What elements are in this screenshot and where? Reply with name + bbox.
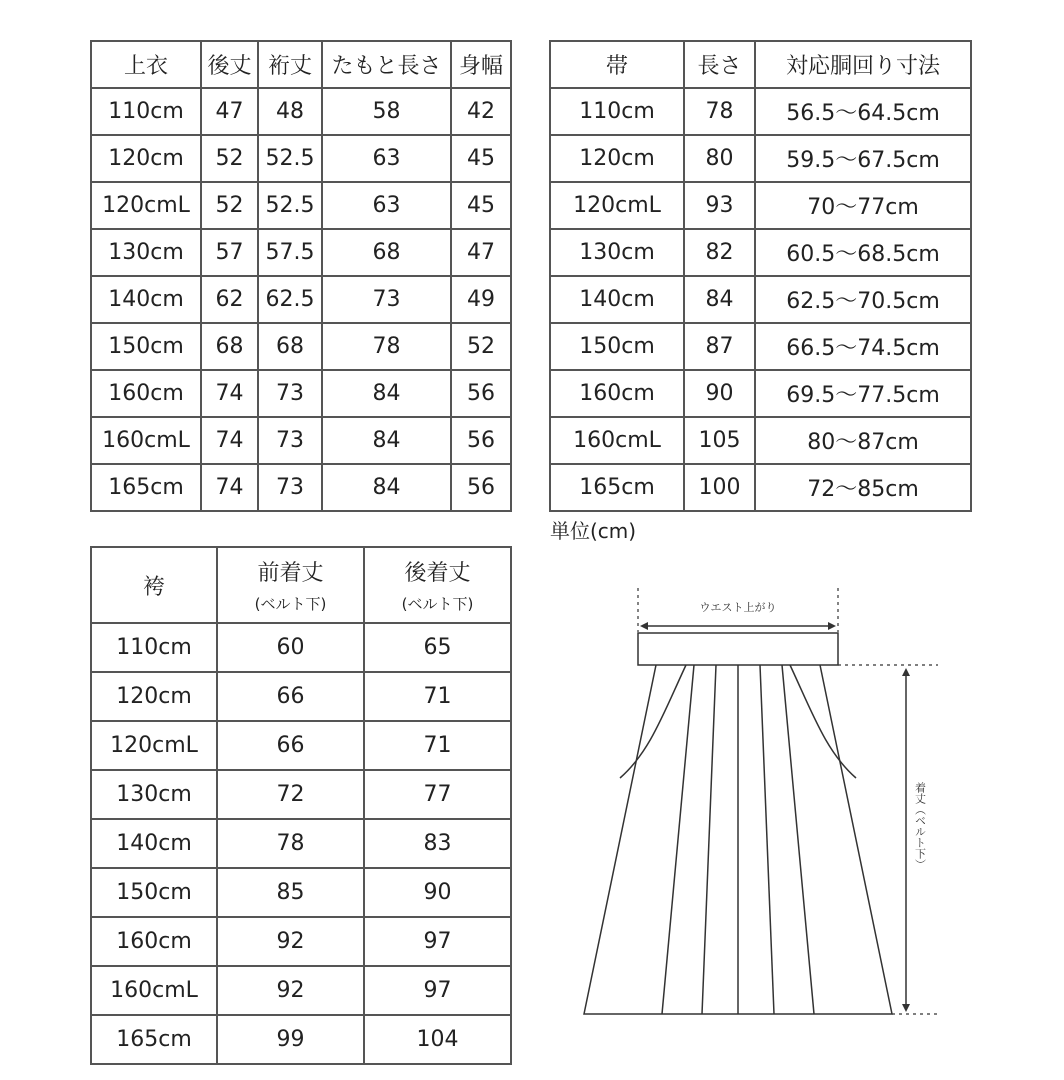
header-back-sub: (ベルト下) xyxy=(401,595,474,613)
value-cell: 78 xyxy=(322,323,451,370)
hakama-body xyxy=(584,633,892,1014)
table-row xyxy=(91,868,511,917)
table-header-row xyxy=(91,41,511,88)
waist-arrow-right-head xyxy=(828,622,836,630)
table-row xyxy=(550,417,971,464)
size-cell: 150cm xyxy=(550,323,684,370)
header-back-length: 後丈 xyxy=(201,41,258,88)
value-cell: 74 xyxy=(201,417,258,464)
obi-size-table xyxy=(549,40,972,512)
value-cell: 56 xyxy=(451,464,511,511)
value-cell: 48 xyxy=(258,88,322,135)
size-cell: 165cm xyxy=(91,464,201,511)
value-cell: 90 xyxy=(684,370,755,417)
value-cell: 68 xyxy=(322,229,451,276)
waist-arrow-left-head xyxy=(640,622,648,630)
value-cell: 45 xyxy=(451,135,511,182)
table-row xyxy=(550,464,971,511)
length-arrow-bottom-head xyxy=(902,1004,910,1012)
value-cell: 71 xyxy=(364,672,511,721)
header-back-length xyxy=(364,547,511,623)
table-row xyxy=(91,917,511,966)
value-cell: 97 xyxy=(364,966,511,1015)
value-cell: 85 xyxy=(217,868,364,917)
pleat-line xyxy=(782,665,814,1014)
value-cell: 73 xyxy=(258,370,322,417)
value-cell: 68 xyxy=(201,323,258,370)
size-cell: 130cm xyxy=(91,770,217,819)
size-cell: 110cm xyxy=(91,623,217,672)
value-cell: 52 xyxy=(201,182,258,229)
value-cell: 80〜87cm xyxy=(755,417,971,464)
value-cell: 66 xyxy=(217,672,364,721)
size-cell: 140cm xyxy=(550,276,684,323)
value-cell: 105 xyxy=(684,417,755,464)
value-cell: 92 xyxy=(217,917,364,966)
value-cell: 52 xyxy=(451,323,511,370)
table-row xyxy=(550,323,971,370)
size-cell: 160cmL xyxy=(550,417,684,464)
value-cell: 73 xyxy=(322,276,451,323)
header-jacket: 上衣 xyxy=(91,41,201,88)
table-row xyxy=(91,1015,511,1064)
table-row xyxy=(91,464,511,511)
value-cell: 59.5〜67.5cm xyxy=(755,135,971,182)
value-cell: 68 xyxy=(258,323,322,370)
value-cell: 58 xyxy=(322,88,451,135)
value-cell: 66.5〜74.5cm xyxy=(755,323,971,370)
length-label: 着丈（ベルト下） xyxy=(913,782,927,870)
unit-label: 単位(cm) xyxy=(550,519,637,543)
value-cell: 90 xyxy=(364,868,511,917)
pleat-line xyxy=(702,665,716,1014)
value-cell: 84 xyxy=(322,464,451,511)
value-cell: 104 xyxy=(364,1015,511,1064)
table-row xyxy=(91,182,511,229)
header-sleeve-pocket-length: たもと長さ xyxy=(322,41,451,88)
size-cell: 160cmL xyxy=(91,417,201,464)
value-cell: 78 xyxy=(684,88,755,135)
value-cell: 82 xyxy=(684,229,755,276)
value-cell: 97 xyxy=(364,917,511,966)
value-cell: 66 xyxy=(217,721,364,770)
hakama-diagram xyxy=(560,570,960,1030)
size-cell: 120cmL xyxy=(91,182,201,229)
value-cell: 84 xyxy=(684,276,755,323)
table-row xyxy=(91,88,511,135)
table-header-row xyxy=(550,41,971,88)
value-cell: 47 xyxy=(201,88,258,135)
size-cell: 165cm xyxy=(550,464,684,511)
value-cell: 62.5 xyxy=(258,276,322,323)
waist-label: ウエスト上がり xyxy=(699,601,777,614)
size-cell: 130cm xyxy=(91,229,201,276)
value-cell: 56.5〜64.5cm xyxy=(755,88,971,135)
value-cell: 78 xyxy=(217,819,364,868)
table-header-row xyxy=(91,547,511,623)
table-row xyxy=(91,721,511,770)
waistband xyxy=(638,633,838,665)
value-cell: 52.5 xyxy=(258,182,322,229)
value-cell: 99 xyxy=(217,1015,364,1064)
header-obi: 帯 xyxy=(550,41,684,88)
table-row xyxy=(91,370,511,417)
value-cell: 63 xyxy=(322,182,451,229)
value-cell: 73 xyxy=(258,417,322,464)
size-cell: 110cm xyxy=(550,88,684,135)
size-cell: 120cmL xyxy=(91,721,217,770)
header-sleeve-length: 裄丈 xyxy=(258,41,322,88)
value-cell: 60 xyxy=(217,623,364,672)
header-hakama: 袴 xyxy=(91,547,217,623)
value-cell: 92 xyxy=(217,966,364,1015)
table-row xyxy=(550,276,971,323)
value-cell: 63 xyxy=(322,135,451,182)
value-cell: 84 xyxy=(322,417,451,464)
value-cell: 87 xyxy=(684,323,755,370)
header-front-sub: (ベルト下) xyxy=(254,595,327,613)
header-back-label: 後着丈 xyxy=(404,561,471,586)
table-row xyxy=(91,966,511,1015)
hakama-size-table xyxy=(90,546,512,1065)
value-cell: 57 xyxy=(201,229,258,276)
table-row xyxy=(91,623,511,672)
value-cell: 45 xyxy=(451,182,511,229)
value-cell: 71 xyxy=(364,721,511,770)
value-cell: 49 xyxy=(451,276,511,323)
pleat-line xyxy=(760,665,774,1014)
size-cell: 120cmL xyxy=(550,182,684,229)
size-cell: 160cmL xyxy=(91,966,217,1015)
length-arrow-top-head xyxy=(902,668,910,676)
value-cell: 74 xyxy=(201,464,258,511)
size-cell: 120cm xyxy=(91,135,201,182)
table-row xyxy=(550,135,971,182)
size-cell: 110cm xyxy=(91,88,201,135)
value-cell: 57.5 xyxy=(258,229,322,276)
table-row xyxy=(91,276,511,323)
header-front-label: 前着丈 xyxy=(257,561,324,586)
value-cell: 84 xyxy=(322,370,451,417)
size-cell: 130cm xyxy=(550,229,684,276)
size-cell: 150cm xyxy=(91,323,201,370)
value-cell: 56 xyxy=(451,417,511,464)
value-cell: 52 xyxy=(201,135,258,182)
value-cell: 77 xyxy=(364,770,511,819)
header-waist-range: 対応胴回り寸法 xyxy=(755,41,971,88)
value-cell: 52.5 xyxy=(258,135,322,182)
value-cell: 42 xyxy=(451,88,511,135)
table-row xyxy=(550,229,971,276)
jacket-size-table xyxy=(90,40,512,512)
size-cell: 140cm xyxy=(91,819,217,868)
pleat-line xyxy=(662,665,694,1014)
table-row xyxy=(91,135,511,182)
value-cell: 74 xyxy=(201,370,258,417)
size-cell: 160cm xyxy=(91,917,217,966)
table-row xyxy=(91,819,511,868)
table-row xyxy=(91,672,511,721)
table-row xyxy=(91,770,511,819)
value-cell: 72 xyxy=(217,770,364,819)
value-cell: 69.5〜77.5cm xyxy=(755,370,971,417)
size-cell: 150cm xyxy=(91,868,217,917)
table-row xyxy=(91,229,511,276)
table-row xyxy=(91,323,511,370)
value-cell: 93 xyxy=(684,182,755,229)
header-body-width: 身幅 xyxy=(451,41,511,88)
value-cell: 65 xyxy=(364,623,511,672)
size-cell: 160cm xyxy=(91,370,201,417)
value-cell: 70〜77cm xyxy=(755,182,971,229)
size-cell: 165cm xyxy=(91,1015,217,1064)
table-row xyxy=(550,370,971,417)
value-cell: 62.5〜70.5cm xyxy=(755,276,971,323)
table-row xyxy=(550,182,971,229)
value-cell: 72〜85cm xyxy=(755,464,971,511)
size-cell: 160cm xyxy=(550,370,684,417)
value-cell: 73 xyxy=(258,464,322,511)
size-cell: 140cm xyxy=(91,276,201,323)
value-cell: 60.5〜68.5cm xyxy=(755,229,971,276)
value-cell: 83 xyxy=(364,819,511,868)
header-front-length xyxy=(217,547,364,623)
value-cell: 62 xyxy=(201,276,258,323)
value-cell: 80 xyxy=(684,135,755,182)
size-cell: 120cm xyxy=(550,135,684,182)
header-length: 長さ xyxy=(684,41,755,88)
table-row xyxy=(91,417,511,464)
table-row xyxy=(550,88,971,135)
value-cell: 100 xyxy=(684,464,755,511)
value-cell: 56 xyxy=(451,370,511,417)
size-cell: 120cm xyxy=(91,672,217,721)
value-cell: 47 xyxy=(451,229,511,276)
